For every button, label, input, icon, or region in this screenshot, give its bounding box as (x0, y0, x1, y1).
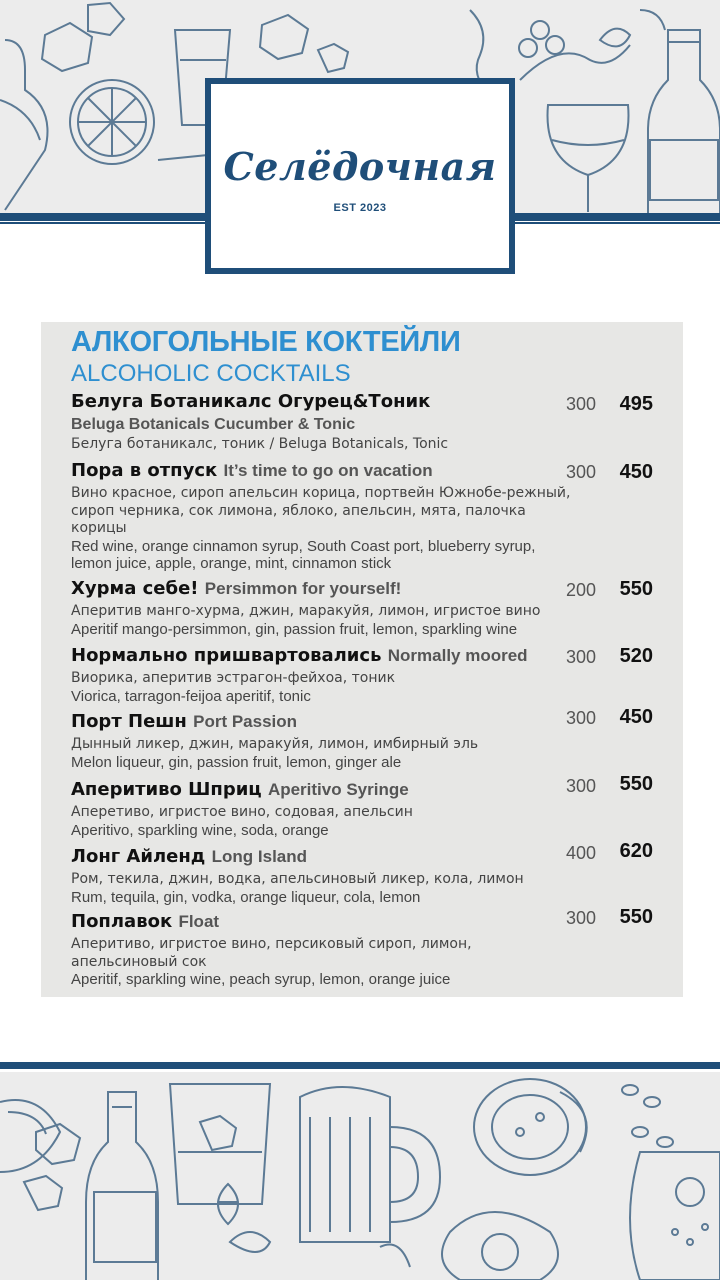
item-volume: 300 (565, 708, 596, 728)
item-description-en: Melon liqueur, gin, passion fruit, lemon, ginger ale (71, 753, 402, 771)
bar-sketch-illustration (0, 1072, 720, 1280)
item-name-en: Persimmon for yourself! (204, 579, 402, 598)
item-description-ru: Аперетиво, игристое вино, содовая, апельсин (71, 804, 413, 820)
item-price: 450 (619, 706, 653, 728)
item-name-ru: Аперитиво Шприц (71, 779, 262, 800)
item-volume: 400 (565, 843, 596, 863)
item-name-ru: Лонг Айленд (71, 846, 206, 867)
item-price: 495 (619, 393, 653, 415)
menu-item (71, 459, 571, 573)
menu-item (71, 910, 571, 989)
section-title-en: ALCOHOLIC COCKTAILS (71, 360, 351, 387)
menu-item (71, 778, 571, 839)
item-description-ru: Аперитив манго-хурма, джин, маракуйя, лимон, игристое вино (71, 603, 541, 619)
item-description-en: Red wine, orange cinnamon syrup, South Coast port, blueberry syrup, lemon juice, apple, orange, mint, cinnamon stick (71, 537, 536, 572)
item-price: 550 (619, 773, 653, 795)
logo-box (205, 78, 515, 274)
item-description-en: Aperitif mango-persimmon, gin, passion fruit, lemon, sparkling wine (71, 620, 518, 638)
item-name-ru: Нормально пришвартовались (71, 645, 382, 666)
item-name-en: Normally moored (387, 646, 528, 665)
item-name-ru: Хурма себе! (71, 578, 199, 599)
menu-item (71, 710, 571, 771)
item-name-ru: Поплавок (71, 911, 173, 932)
footer-divider-gap (0, 1069, 720, 1071)
footer-divider (0, 1062, 720, 1069)
menu-item (71, 577, 571, 638)
item-description-en: Aperitivo, sparkling wine, soda, orange (71, 821, 329, 839)
item-price: 550 (619, 906, 653, 928)
item-price: 450 (619, 461, 653, 483)
item-price: 550 (619, 578, 653, 600)
item-name-ru: Порт Пешн (71, 711, 187, 732)
item-description-ru: Дынный ликер, джин, маракуйя, лимон, имбирный эль (71, 736, 479, 752)
item-description-ru: Аперитиво, игристое вино, персиковый сироп, лимон, апельсиновый сок (71, 936, 472, 970)
item-volume: 200 (565, 580, 596, 600)
footer-illustration-band (0, 1072, 720, 1280)
item-name-en: Float (178, 912, 220, 931)
brand-logo: Селёдочная (223, 144, 497, 189)
item-description-en: Viorica, tarragon-feijoa aperitif, tonic (71, 687, 311, 705)
item-description: Белуга ботаникалс, тоник / Beluga Botanicals, Tonic (71, 436, 449, 452)
menu-item (71, 845, 571, 906)
item-name-en: Port Passion (193, 712, 298, 731)
item-volume: 300 (565, 394, 596, 414)
item-volume: 300 (565, 647, 596, 667)
item-name-en: Aperitivo Syringe (267, 780, 409, 799)
item-name-ru: Белуга Ботаникалс Огурец&Тоник (71, 391, 431, 412)
item-name-en: It’s time to go on vacation (223, 461, 433, 480)
item-price: 620 (619, 840, 653, 862)
item-description-ru: Вино красное, сироп апельсин корица, портвейн Южнобе-режный, сироп черника, сок лимона, яблоко, апельсин, мята, палочка корицы (71, 485, 571, 536)
item-volume: 300 (565, 462, 596, 482)
menu-panel (41, 322, 683, 997)
item-name-ru: Пора в отпуск (71, 460, 218, 481)
item-name-en: Beluga Botanicals Cucumber & Tonic (71, 416, 356, 433)
item-description-ru: Ром, текила, джин, водка, апельсиновый ликер, кола, лимон (71, 871, 524, 887)
item-volume: 300 (565, 776, 596, 796)
item-volume: 300 (565, 908, 596, 928)
item-description-en: Aperitif, sparkling wine, peach syrup, lemon, orange juice (71, 971, 451, 988)
item-name-en: Long Island (211, 847, 308, 866)
section-title-ru: АЛКОГОЛЬНЫЕ КОКТЕЙЛИ (71, 326, 461, 358)
menu-item (71, 390, 566, 454)
brand-est: EST 2023 (333, 202, 387, 214)
item-description-en: Rum, tequila, gin, vodka, orange liqueur, cola, lemon (71, 888, 421, 906)
item-price: 520 (619, 645, 653, 667)
menu-item (71, 644, 571, 705)
item-description-ru: Виорика, аперитив эстрагон-фейхоа, тоник (71, 670, 396, 686)
